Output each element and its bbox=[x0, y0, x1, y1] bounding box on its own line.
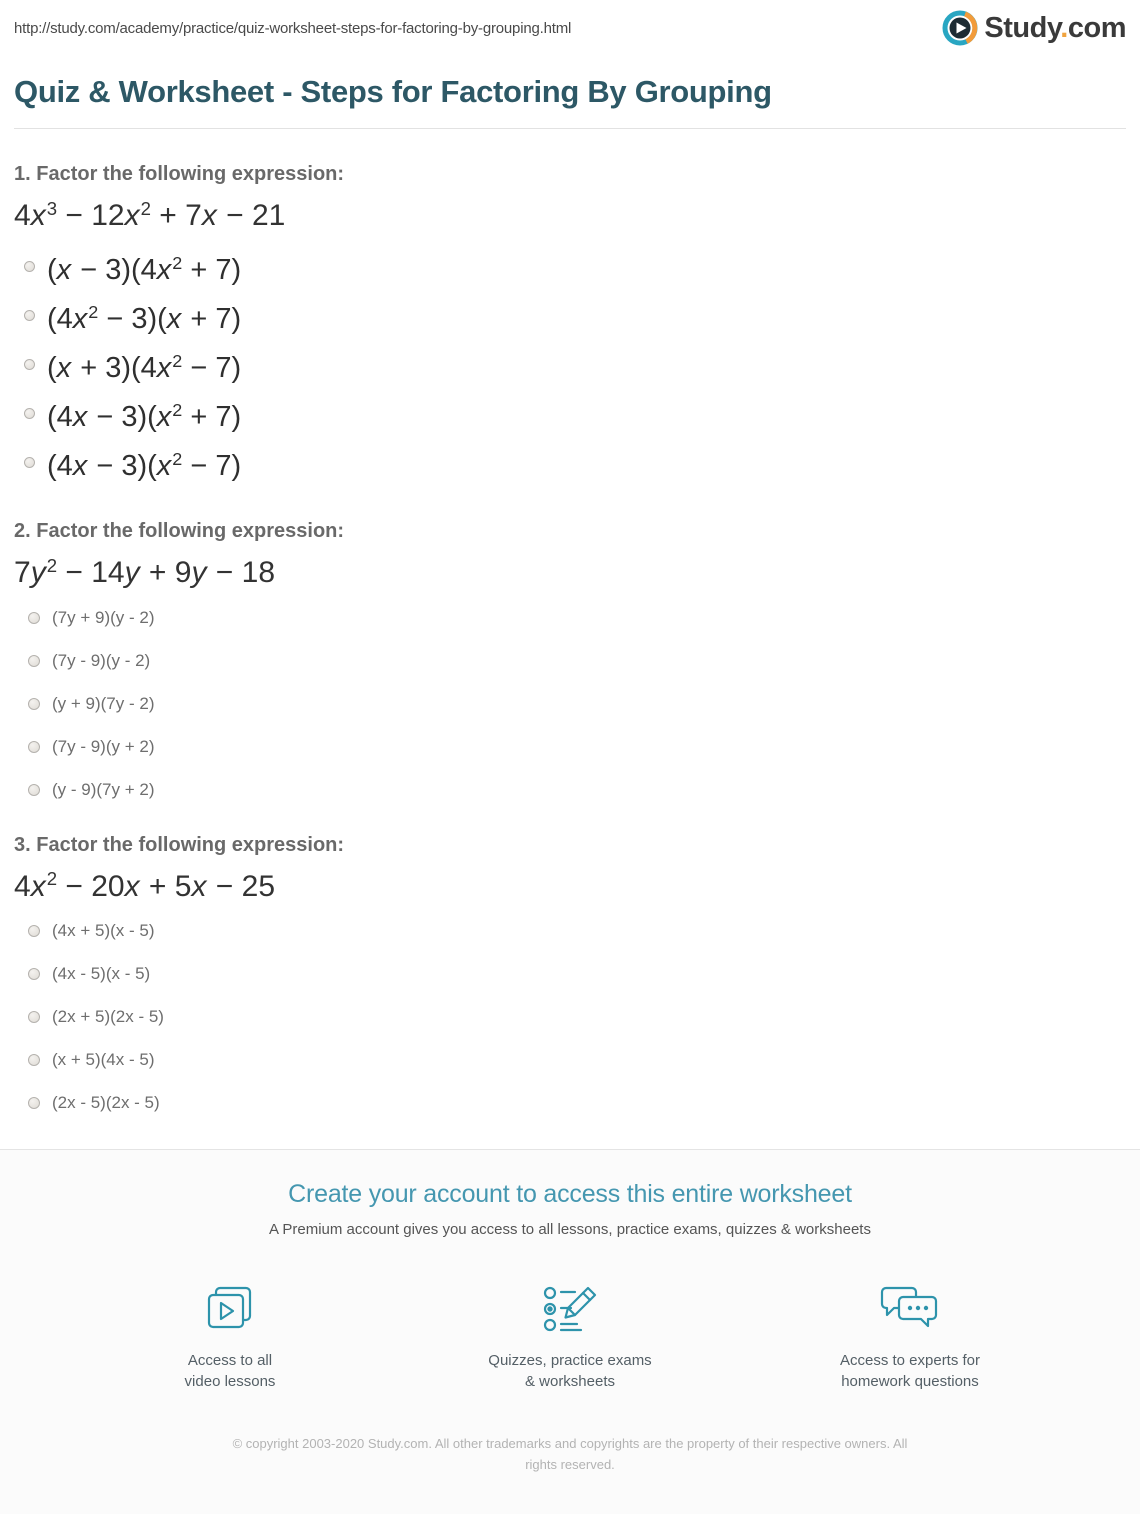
page-url: http://study.com/academy/practice/quiz-worksheet-steps-for-factoring-by-grouping.html bbox=[14, 19, 572, 37]
radio-button[interactable] bbox=[28, 784, 40, 796]
feature-quizzes-worksheets bbox=[455, 1284, 685, 1392]
answer-option[interactable] bbox=[14, 447, 1126, 486]
question-prompt: Factor the following expression: bbox=[36, 520, 345, 543]
header-bar bbox=[0, 0, 1140, 48]
question-number: 1. bbox=[14, 163, 31, 185]
radio-button[interactable] bbox=[28, 612, 40, 624]
radio-button[interactable] bbox=[28, 698, 40, 710]
title-divider bbox=[14, 128, 1126, 129]
feature-row bbox=[0, 1284, 1140, 1392]
play-circle-icon bbox=[942, 10, 978, 46]
answer-option-label: $(x - 3)(4x^2 + 7)$ bbox=[47, 252, 242, 286]
answer-option-label: (2x - 5)(2x - 5) bbox=[52, 1093, 160, 1113]
answer-option-label: (y - 9)(7y + 2) bbox=[52, 779, 155, 799]
page-title: Quiz & Worksheet - Steps for Factoring By Grouping bbox=[14, 74, 772, 109]
question-prompt: Factor the following expression: bbox=[36, 833, 345, 856]
feature-video-lessons bbox=[115, 1284, 345, 1392]
quizzes-worksheets-icon bbox=[455, 1284, 685, 1336]
question-number: 2. bbox=[14, 520, 31, 543]
expert-chat-icon bbox=[795, 1284, 1025, 1336]
question-prompt-row bbox=[14, 834, 1126, 857]
question-expression: $4x^2 - 20x + 5x - 25$ bbox=[14, 868, 276, 903]
radio-button[interactable] bbox=[28, 925, 40, 937]
feature-label: Access to all video lessons bbox=[184, 1352, 276, 1391]
question-expression: $7y^2 - 14y + 9y - 18$ bbox=[14, 554, 276, 590]
answer-option-label: (4x - 5)(x - 5) bbox=[52, 964, 151, 984]
cta-subtitle: A Premium account gives you access to all lessons, practice exams, quizzes & worksheets bbox=[269, 1221, 871, 1239]
cta-title: Create your account to access this entire worksheet bbox=[288, 1180, 852, 1209]
answer-option[interactable] bbox=[14, 651, 1126, 671]
radio-button[interactable] bbox=[24, 310, 35, 321]
radio-button[interactable] bbox=[24, 457, 35, 468]
answer-option-label: (7y - 9)(y + 2) bbox=[52, 736, 155, 756]
options-group bbox=[14, 608, 1126, 800]
radio-button[interactable] bbox=[28, 1054, 40, 1066]
answer-option[interactable] bbox=[14, 780, 1126, 800]
quiz-body bbox=[0, 163, 1140, 1113]
answer-option[interactable] bbox=[14, 1007, 1126, 1027]
answer-option-label: (2x + 5)(2x - 5) bbox=[52, 1007, 164, 1027]
answer-option[interactable] bbox=[14, 300, 1126, 339]
answer-option-label: $(x + 3)(4x^2 - 7)$ bbox=[47, 350, 242, 384]
answer-option[interactable] bbox=[14, 737, 1126, 757]
options-group bbox=[14, 251, 1126, 487]
answer-option[interactable] bbox=[14, 1050, 1126, 1070]
answer-option[interactable] bbox=[14, 608, 1126, 628]
cta-footer bbox=[0, 1149, 1140, 1514]
answer-option-label: $(4x - 3)(x^2 + 7)$ bbox=[47, 400, 242, 433]
question-block bbox=[14, 520, 1126, 800]
copyright-text: © copyright 2003-2020 Study.com. All other trademarks and copyrights are the property of their respective owners. All rights reserved. bbox=[232, 1436, 908, 1472]
answer-option[interactable] bbox=[14, 921, 1126, 941]
radio-button[interactable] bbox=[28, 1097, 40, 1109]
options-group bbox=[14, 921, 1126, 1113]
feature-label: Access to experts for homework questions bbox=[839, 1352, 981, 1391]
question-prompt-row bbox=[14, 163, 1126, 186]
feature-expert-chat bbox=[795, 1284, 1025, 1392]
question-number: 3. bbox=[14, 833, 31, 856]
answer-option-label: (y + 9)(7y - 2) bbox=[52, 693, 155, 713]
answer-option-label: (4x + 5)(x - 5) bbox=[52, 921, 155, 941]
radio-button[interactable] bbox=[28, 1011, 40, 1023]
answer-option[interactable] bbox=[14, 349, 1126, 388]
answer-option-label: $(4x^2 - 3)(x + 7)$ bbox=[47, 301, 242, 335]
answer-option[interactable] bbox=[14, 398, 1126, 437]
studycom-logo[interactable] bbox=[942, 10, 1126, 46]
question-prompt-row bbox=[14, 520, 1126, 543]
radio-button[interactable] bbox=[28, 968, 40, 980]
question-block bbox=[14, 834, 1126, 1114]
answer-option[interactable] bbox=[14, 1093, 1126, 1113]
answer-option-label: $(4x - 3)(x^2 - 7)$ bbox=[47, 449, 242, 483]
radio-button[interactable] bbox=[28, 655, 40, 667]
answer-option[interactable] bbox=[14, 251, 1126, 290]
logo-wordmark: Study.com bbox=[984, 11, 1126, 44]
answer-option-label: (x + 5)(4x - 5) bbox=[52, 1050, 155, 1070]
feature-label: Quizzes, practice exams & worksheets bbox=[488, 1352, 652, 1391]
question-prompt: Factor the following expression: bbox=[36, 163, 345, 185]
answer-option[interactable] bbox=[14, 964, 1126, 984]
video-lessons-icon bbox=[115, 1284, 345, 1336]
radio-button[interactable] bbox=[24, 261, 35, 272]
radio-button[interactable] bbox=[24, 408, 35, 419]
radio-button[interactable] bbox=[24, 359, 35, 370]
answer-option[interactable] bbox=[14, 694, 1126, 714]
radio-button[interactable] bbox=[28, 741, 40, 753]
answer-option-label: (7y + 9)(y - 2) bbox=[52, 607, 155, 627]
question-block bbox=[14, 163, 1126, 486]
answer-option-label: (7y - 9)(y - 2) bbox=[52, 650, 151, 670]
question-expression: $4x^3 - 12x^2 + 7x - 21$ bbox=[14, 197, 286, 232]
